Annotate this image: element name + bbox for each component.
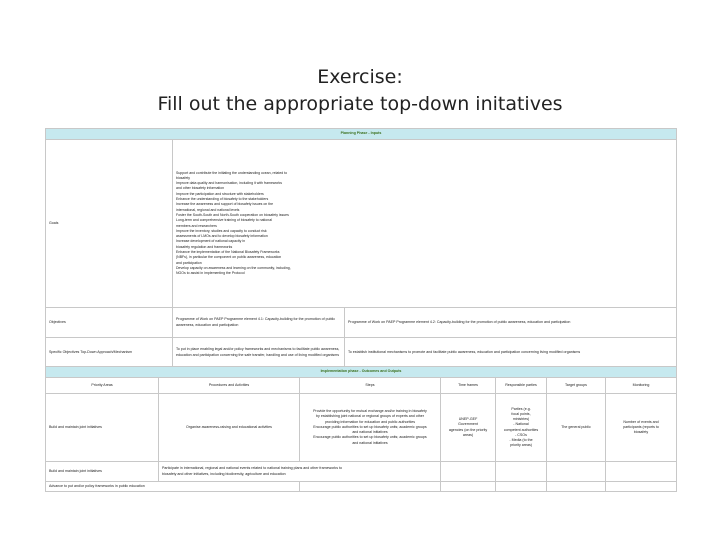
goal-line: Improve data quality and harmonisation, including it with frameworks [176,181,283,186]
planning-header: Planning Phase - Inputs [46,129,677,140]
monitoring-line: participants (reports to [623,424,659,429]
slide-title-line2: Fill out the appropriate top-down initatives [157,93,563,115]
responsible-line: - CSOs [515,432,527,437]
goal-line: biosafety [176,175,191,180]
steps-line: and national initiatives [352,430,388,435]
steps-line: Encourage public authorities to set up biosafety units; academic groups [313,435,427,440]
goal-line: Increase the awareness and support of biosafety issues on the [176,202,274,207]
goal-line: biosafety regulation and frameworks [176,244,233,249]
goal-line: and participation [176,260,202,265]
goal-line: NGOs to assist in implementing the Protocol [176,271,245,276]
col-target-groups: Target groups [547,378,606,394]
implementation-table [45,366,677,492]
row1-procedure: Organise awareness-raising and educational activities [159,394,300,462]
col-time-frames: Time frames [441,378,496,394]
specific-col1: To put in place enabling legal and/or policy frameworks and mechanisms to facilitate public awareness, education and participation concerning the safe transfer, handling and use of living modified organisms [173,338,345,368]
timeframe-line: Government [458,422,478,427]
row1-responsible [496,394,547,462]
goal-line: and other biosafety information [176,186,225,191]
goal-line: Improve the participation and structure with stakeholders [176,191,264,196]
objectives-col1: Programme of Work on PAEP Programme element 4.1: Capacity-building for the promotion of public awareness, education and participation [173,308,345,338]
responsible-line: ministries) [512,417,530,422]
row2-empty-4 [606,462,677,482]
row3-priority: Advance to put and/or policy frameworks in public education [46,482,300,492]
row1-timeframe [441,394,496,462]
steps-line: providing information for education and public authorities [324,419,416,424]
row2-empty-1 [441,462,496,482]
timeframe-line: agencies (on the priority [448,427,488,432]
col-responsible-parties: Responsible parties [496,378,547,394]
goal-line: members and researchers [176,223,217,228]
goal-line: international, regional and national levels [176,207,240,212]
responsible-line: competent authorities [503,427,539,432]
goal-line: assessments of LMOs and to develop biosafety information [176,234,268,239]
goal-line: (NBFs), in particular the component on public awareness, education [176,255,282,260]
planning-table [45,128,677,368]
row3-empty-3 [496,482,547,492]
row1-steps [300,394,441,462]
steps-line: Encourage public authorities to set up biosafety units; academic groups [313,424,427,429]
col-steps: Steps [300,378,441,394]
timeframe-line: areas) [462,432,474,437]
goals-label: Goals [46,140,173,308]
row2-procedure [159,462,441,482]
row1-monitoring [606,394,677,462]
row2-empty-3 [547,462,606,482]
col-priority-areas: Priority Areas [46,378,159,394]
slide-title-line1: Exercise: [317,66,403,88]
row2-empty-2 [496,462,547,482]
goals-list [173,140,677,308]
specific-col2: To establish institutional mechanisms to promote and facilitate public awareness, education and participation concerning living modified organisms [345,338,677,368]
steps-line: Provide the opportunity for mutual exchange and/or training in biosafety [313,409,427,414]
specific-objectives-label: Specific Objectives Top-Down Approach/Mechanism [46,338,173,368]
row3-empty-2 [441,482,496,492]
row2-procedure-text: Participate in international, regional and national events related to national training plans and other frameworks to biosafety and other initiatives, including biodiversity, agriculture and education [162,466,342,476]
steps-line: by establishing joint national or regional groups of experts and other [316,414,424,419]
objectives-col2: Programme of Work on PAEP Programme element 4.2: Capacity-building for the promotion of public awareness, education and participation [345,308,677,338]
responsible-line: focal points, [511,411,531,416]
row2-priority: Build and maintain joint initiatives [46,462,159,482]
goal-line: Enhance the understanding of biosafety to the stakeholders [176,197,269,202]
responsible-line: - Media (to the [509,437,533,442]
row3-empty-5 [606,482,677,492]
row3-empty-1 [300,482,441,492]
monitoring-line: biosafety [633,430,649,435]
goal-line: Long-term and comprehensive training of biosafety to national [176,218,272,223]
goal-line: Improve the inventory, studies and capacity to conduct risk [176,228,267,233]
responsible-line: - National [513,422,529,427]
row1-target: The general public [547,394,606,462]
monitoring-line: Number of events and [623,419,659,424]
goal-line: Foster the South-South and North-South cooperation on biosafety issues [176,212,289,217]
objectives-label: Objectives [46,308,173,338]
steps-line: and national initiatives [352,440,388,445]
timeframe-line: UNEP-GEF [458,417,478,422]
responsible-line: priority areas) [510,443,532,448]
goals-lines [176,171,351,277]
responsible-line: Parties (e.g. [511,406,531,411]
goal-line: Increase development of national capacity in [176,239,246,244]
row1-priority: Build and maintain joint initiatives [46,394,159,462]
goal-line: Enhance the implementation of the National Biosafety Frameworks [176,249,280,254]
implementation-header: Implementation phase - Outcomes and Outputs [46,367,677,378]
goal-line: Develop capacity on awareness and learning on the community, including, [176,265,291,270]
col-procedures: Procedures and Activities [159,378,300,394]
col-monitoring: Monitoring [606,378,677,394]
goal-line: Support and contribute the initiating the understanding ocean, related to [176,170,288,175]
row3-empty-4 [547,482,606,492]
